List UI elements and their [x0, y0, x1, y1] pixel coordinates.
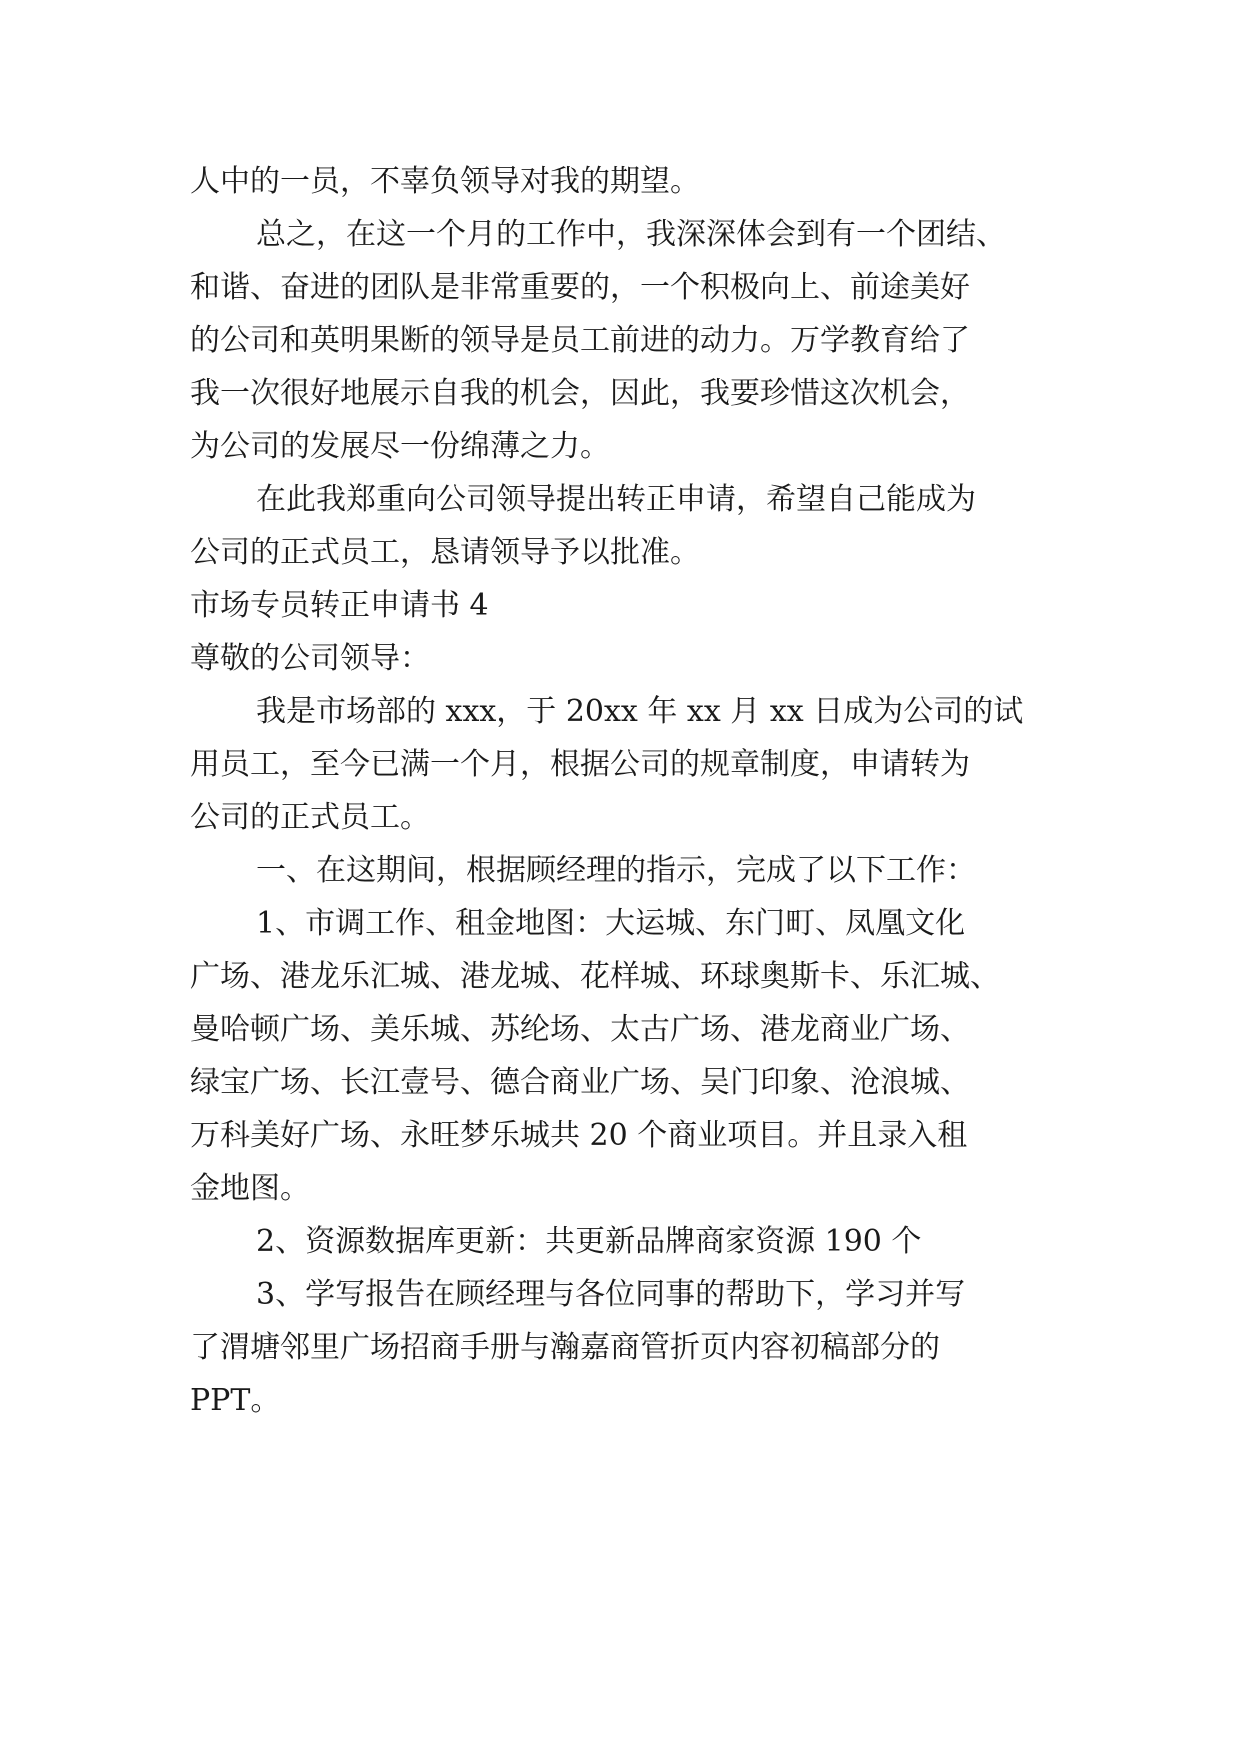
text-line: 曼哈顿广场、美乐城、苏纶场、太古广场、港龙商业广场、	[190, 1012, 970, 1047]
section-title: 市场专员转正申请书 4	[190, 588, 489, 623]
salutation: 尊敬的公司领导：	[190, 641, 430, 676]
text-line: PPT。	[190, 1383, 281, 1418]
text-line: 和谐、奋进的团队是非常重要的，一个积极向上、前途美好	[190, 270, 970, 305]
text-line: 的公司和英明果断的领导是员工前进的动力。万学教育给了	[190, 323, 970, 358]
text-line: 公司的正式员工，恳请领导予以批准。	[190, 535, 700, 570]
text-line: 我是市场部的 xxx，于 20xx 年 xx 月 xx 日成为公司的试	[256, 694, 1024, 729]
text-line: 人中的一员，不辜负领导对我的期望。	[190, 164, 700, 199]
text-line: 了渭塘邻里广场招商手册与瀚嘉商管折页内容初稿部分的	[190, 1330, 940, 1365]
text-line: 我一次很好地展示自我的机会，因此，我要珍惜这次机会，	[190, 376, 970, 411]
text-line: 万科美好广场、永旺梦乐城共 20 个商业项目。并且录入租	[190, 1118, 968, 1153]
text-line: 绿宝广场、长江壹号、德合商业广场、吴门印象、沧浪城、	[190, 1065, 970, 1100]
text-line: 一、在这期间，根据顾经理的指示，完成了以下工作：	[256, 853, 976, 888]
text-line: 用员工，至今已满一个月，根据公司的规章制度，申请转为	[190, 747, 970, 782]
text-line: 为公司的发展尽一份绵薄之力。	[190, 429, 610, 464]
text-line: 金地图。	[190, 1171, 310, 1206]
text-line: 公司的正式员工。	[190, 800, 430, 835]
text-line: 3、学写报告在顾经理与各位同事的帮助下，学习并写	[256, 1277, 966, 1312]
text-line: 1、市调工作、租金地图：大运城、东门町、凤凰文化	[256, 906, 966, 941]
text-line: 在此我郑重向公司领导提出转正申请，希望自己能成为	[256, 482, 976, 517]
text-line: 总之，在这一个月的工作中，我深深体会到有一个团结、	[256, 217, 1006, 252]
text-line: 广场、港龙乐汇城、港龙城、花样城、环球奥斯卡、乐汇城、	[190, 959, 1000, 994]
text-line: 2、资源数据库更新：共更新品牌商家资源 190 个	[256, 1224, 922, 1259]
